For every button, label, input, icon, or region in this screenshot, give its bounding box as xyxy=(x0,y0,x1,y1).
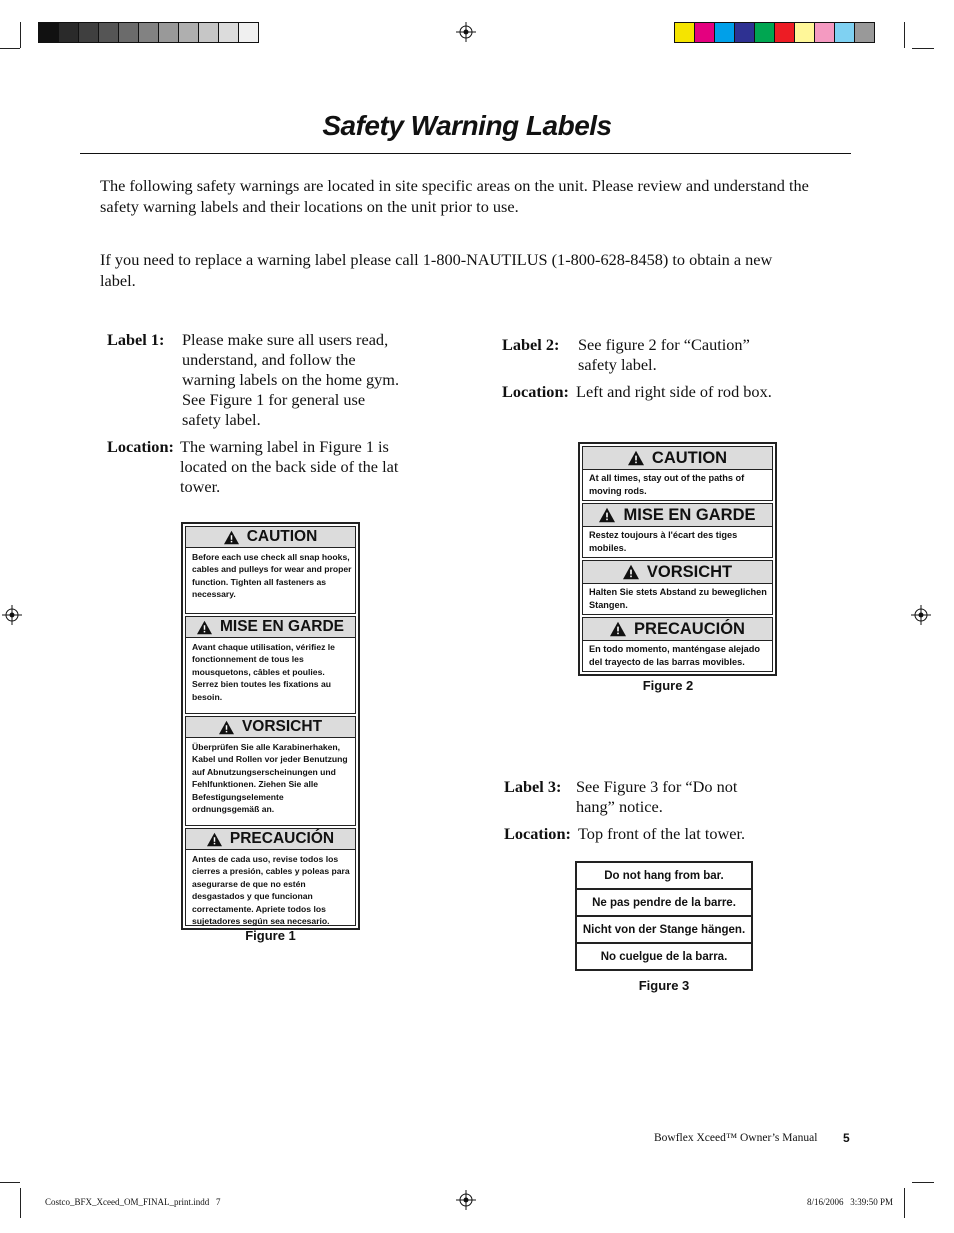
color-swatch xyxy=(795,23,815,42)
gray-swatch xyxy=(219,23,239,42)
gray-swatch xyxy=(39,23,59,42)
color-swatch xyxy=(715,23,735,42)
label3-location-key: Location: xyxy=(504,824,571,843)
warning-triangle-icon xyxy=(219,720,234,735)
warning-heading-text: CAUTION xyxy=(246,528,318,545)
warning-text: Überprüfen Sie alle Karabinerhaken, Kabel und Rollen vor jeder Benutzung auf Abnutzungserscheinungen und Fehlfunktionen. Ziehen Sie alle Befestigungselemente ordnungsgemäß an. xyxy=(185,738,356,826)
footer-manual-title: Bowflex Xceed™ Owner’s Manual xyxy=(654,1132,818,1144)
label1-location-key: Location: xyxy=(107,437,174,456)
crop-mark xyxy=(0,48,20,49)
warning-heading-text: MISE EN GARDE xyxy=(219,618,344,635)
warning-heading xyxy=(185,716,356,738)
label2-key: Label 2: xyxy=(502,335,560,354)
color-calibration-bar xyxy=(674,22,875,43)
label1-value: Please make sure all users read, understand, and follow the warning labels on the home gym. See Figure 1 for general use safety label. xyxy=(182,330,400,429)
replacement-paragraph: If you need to replace a warning label please call 1-800-NAUTILUS (1-800-628-8458) to obtain a new label. xyxy=(100,250,773,290)
crop-mark xyxy=(912,1182,934,1183)
registration-target-icon xyxy=(456,22,476,42)
warning-heading-text: CAUTION xyxy=(651,448,728,467)
color-swatch xyxy=(695,23,715,42)
warning-heading xyxy=(582,560,773,584)
label2-location-block xyxy=(502,382,802,424)
crop-mark xyxy=(904,22,905,48)
warning-text: At all times, stay out of the paths of moving rods. xyxy=(582,470,773,501)
hang-notice-row: Ne pas pendre de la barre. xyxy=(577,890,751,917)
warning-triangle-icon xyxy=(197,620,212,635)
warning-heading-text: MISE EN GARDE xyxy=(623,505,756,524)
figure1-caption: Figure 1 xyxy=(245,928,296,943)
hang-notice-row: No cuelgue de la barra. xyxy=(600,950,728,963)
warning-triangle-icon xyxy=(207,832,222,847)
warning-triangle-icon xyxy=(623,564,639,580)
warning-text: Avant chaque utilisation, vérifiez le fonctionnement de tous les mousquetons, câbles et poulies. Serrez bien toutes les fixations au besoin. xyxy=(185,638,356,714)
warning-triangle-icon xyxy=(628,450,644,466)
label1-location-block xyxy=(107,437,407,499)
gray-swatch xyxy=(119,23,139,42)
label3-value: See Figure 3 for “Do not hang” notice. xyxy=(576,777,738,816)
crop-mark xyxy=(912,48,934,49)
page-title: Safety Warning Labels xyxy=(322,110,612,141)
color-swatch xyxy=(835,23,855,42)
gray-swatch xyxy=(99,23,119,42)
color-swatch xyxy=(775,23,795,42)
warning-heading xyxy=(582,503,773,527)
warning-heading xyxy=(185,616,356,638)
warning-text: Restez toujours à l'écart des tiges mobiles. xyxy=(582,527,773,558)
label2-value: See figure 2 for “Caution” safety label. xyxy=(578,335,750,374)
label3-key: Label 3: xyxy=(504,777,562,796)
label3-location-block xyxy=(504,824,804,846)
warning-heading xyxy=(582,446,773,470)
label1-key: Label 1: xyxy=(107,330,165,349)
gray-swatch xyxy=(159,23,179,42)
crop-mark xyxy=(904,1188,905,1218)
color-swatch xyxy=(855,23,874,42)
label2-location-key: Location: xyxy=(502,382,569,401)
gray-swatch xyxy=(79,23,99,42)
warning-heading-text: VORSICHT xyxy=(241,718,323,735)
slug-timestamp: 8/16/2006 3:39:50 PM xyxy=(807,1197,894,1207)
slug-filename: Costco_BFX_Xceed_OM_FINAL_print.indd 7 xyxy=(45,1197,221,1207)
warning-heading xyxy=(185,526,356,548)
warning-text: En todo momento, manténgase alejado del trayecto de las barras movibles. xyxy=(582,641,773,672)
warning-text: Before each use check all snap hooks, cables and pulleys for wear and proper function. Tighten all fasteners as necessary. xyxy=(185,548,356,614)
gray-swatch xyxy=(59,23,79,42)
warning-heading-text: PRECAUCIÓN xyxy=(229,830,335,847)
warning-heading-text: VORSICHT xyxy=(646,562,733,581)
color-swatch xyxy=(735,23,755,42)
label3-block xyxy=(504,777,804,819)
registration-target-icon xyxy=(2,605,22,625)
registration-target-icon xyxy=(911,605,931,625)
warning-heading-text: PRECAUCIÓN xyxy=(634,619,745,638)
crop-mark xyxy=(20,22,21,48)
intro-paragraph: The following safety warnings are located in site specific areas on the unit. Please review and understand the safety warning labels and their locations on the unit prior to use. xyxy=(100,176,809,216)
hang-notice-row: Nicht von der Stange hängen. xyxy=(577,917,751,944)
figure2-caption: Figure 2 xyxy=(642,678,694,693)
gray-calibration-bar xyxy=(38,22,259,43)
color-swatch xyxy=(815,23,835,42)
label3-location-value: Top front of the lat tower. xyxy=(578,824,746,843)
label1-block xyxy=(107,330,407,430)
label2-location-value: Left and right side of rod box. xyxy=(576,382,772,401)
crop-mark xyxy=(20,1188,21,1218)
warning-text: Antes de cada uso, revise todos los cierres a presión, cables y poleas para asegurarse de que no estén desgastados y que funcionan correctamente. Apriete todos los sujetadores según sea necesario. xyxy=(185,850,356,926)
color-swatch xyxy=(755,23,775,42)
figure3-caption: Figure 3 xyxy=(638,978,690,993)
page-number: 5 xyxy=(843,1131,850,1145)
warning-heading xyxy=(185,828,356,850)
figure1-warning-label xyxy=(181,522,360,930)
label1-location-value: The warning label in Figure 1 is located on the back side of the lat tower. xyxy=(180,437,399,496)
registration-target-icon xyxy=(456,1190,476,1210)
crop-mark xyxy=(0,1182,20,1183)
figure2-warning-label xyxy=(578,442,777,676)
title-divider xyxy=(80,153,851,154)
hang-notice-row: Do not hang from bar. xyxy=(577,863,751,890)
label2-block xyxy=(502,335,802,377)
gray-swatch xyxy=(139,23,159,42)
gray-swatch xyxy=(179,23,199,42)
color-swatch xyxy=(675,23,695,42)
warning-triangle-icon xyxy=(610,621,626,637)
gray-swatch xyxy=(199,23,219,42)
warning-text: Halten Sie stets Abstand zu beweglichen Stangen. xyxy=(582,584,773,615)
gray-swatch xyxy=(239,23,258,42)
warning-triangle-icon xyxy=(599,507,615,523)
warning-triangle-icon xyxy=(224,530,239,545)
figure3-hang-notice xyxy=(575,861,753,971)
warning-heading xyxy=(582,617,773,641)
